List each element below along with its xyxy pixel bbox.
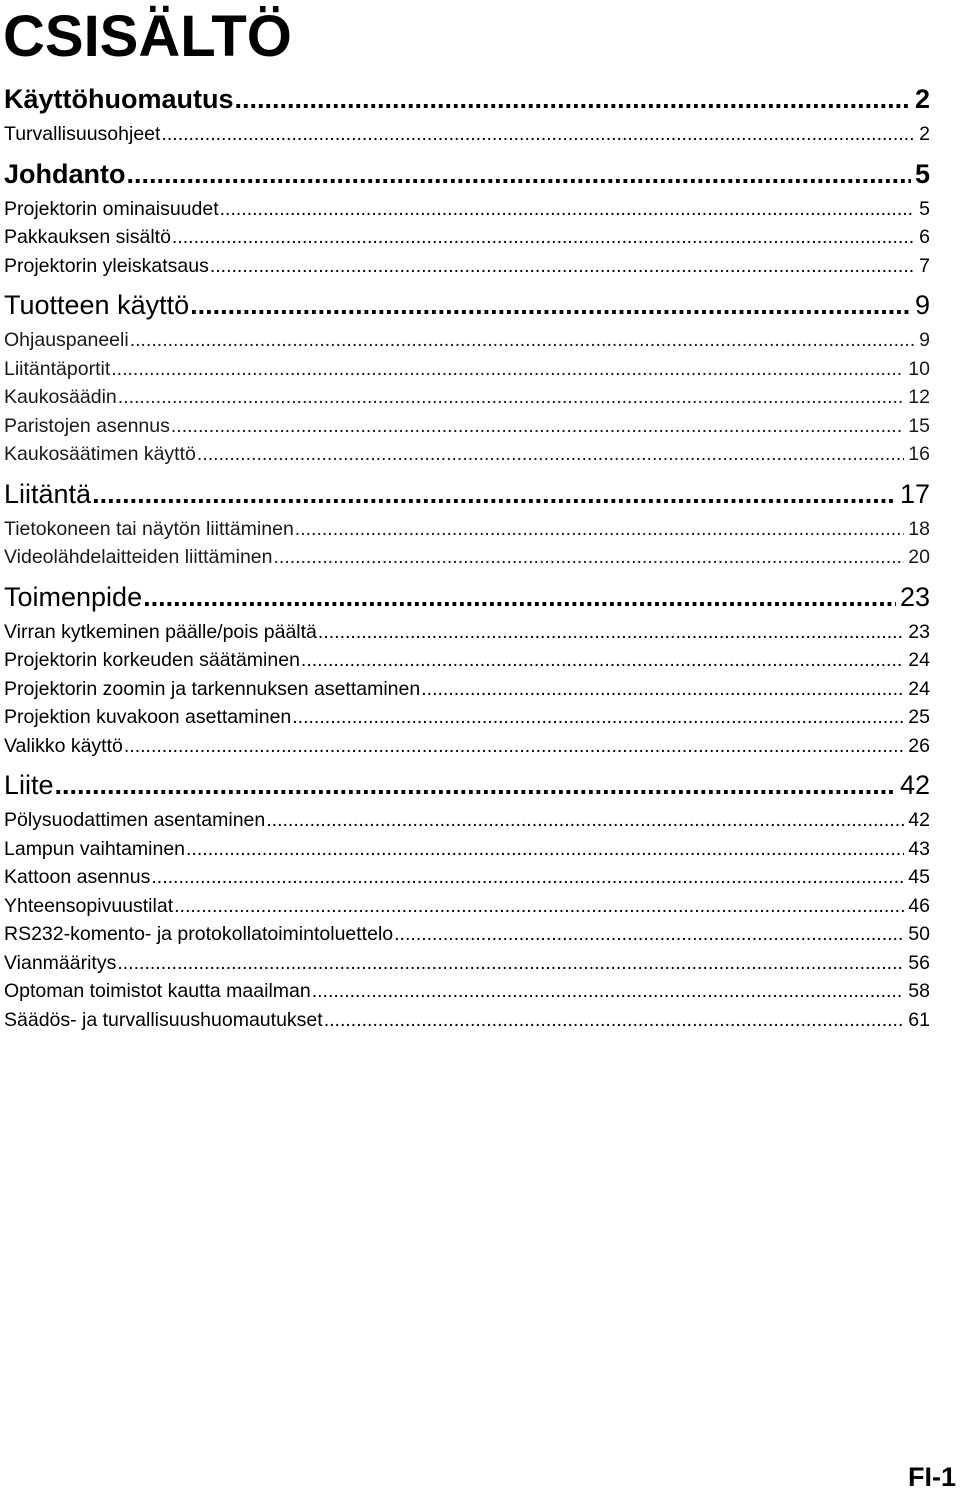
toc-chapter-page: 23 [899, 581, 930, 612]
dot-leader [172, 223, 915, 252]
toc-item-label: Liitäntäportit [4, 357, 111, 380]
toc-item-label: Kattoon asennus [4, 866, 151, 888]
toc-item[interactable] [4, 949, 930, 978]
toc-item[interactable] [4, 1006, 930, 1035]
toc-item-label: RS232-komento- ja protokollatoimintoluettelo [4, 923, 394, 945]
dot-leader [421, 675, 904, 704]
dot-leader [295, 515, 905, 544]
toc-chapter-page: 42 [899, 770, 930, 800]
toc-item-label: Lampun vaihtaminen [4, 837, 186, 860]
toc-item-page: 56 [908, 951, 930, 974]
dot-leader [274, 543, 905, 572]
toc-item-page: 5 [919, 197, 930, 220]
toc-chapter-liitanta[interactable] [4, 473, 930, 515]
toc-item[interactable] [4, 618, 930, 647]
toc-item[interactable] [4, 806, 930, 835]
toc-item-page: 61 [908, 1008, 930, 1031]
toc-chapter-toimenpide[interactable] [4, 576, 930, 618]
toc-item-label: Pakkauksen sisältö [4, 226, 171, 248]
dot-leader [266, 806, 904, 835]
dot-leader [292, 703, 904, 732]
toc-item-label: Paristojen asennus [4, 414, 170, 437]
dot-leader [161, 120, 915, 149]
dot-leader [92, 473, 896, 515]
toc-item[interactable] [4, 383, 930, 412]
dot-leader [117, 949, 904, 978]
toc-item[interactable] [4, 412, 930, 441]
dot-leader [318, 618, 904, 647]
dot-leader [197, 440, 904, 469]
toc-item-label: Virran kytkeminen päälle/pois päältä [4, 620, 317, 643]
toc-item-page: 12 [908, 386, 930, 408]
dot-leader [220, 195, 916, 224]
toc-item[interactable] [4, 355, 930, 384]
dot-leader [118, 383, 905, 412]
toc-item[interactable] [4, 515, 930, 544]
toc-item[interactable] [4, 863, 930, 892]
toc-chapter-johdanto[interactable] [4, 153, 930, 195]
toc-item[interactable] [4, 223, 930, 252]
dot-leader [171, 412, 904, 441]
toc-item-page: 6 [919, 226, 930, 248]
toc-item-label: Optoman toimistot kautta maailman [4, 980, 311, 1002]
dot-leader [312, 977, 905, 1006]
toc-item[interactable] [4, 892, 930, 921]
toc-item-page: 25 [908, 706, 930, 728]
toc-chapter-tuotteen-kaytto[interactable] [4, 284, 930, 326]
dot-leader [124, 732, 904, 761]
toc-item-label: Tietokoneen tai näytön liittäminen [4, 517, 294, 540]
toc-item-page: 24 [908, 649, 930, 671]
toc-chapter-label: Liite [4, 770, 54, 800]
toc-item-label: Projektorin zoomin ja tarkennuksen asettaminen [4, 677, 421, 700]
dot-leader [301, 646, 904, 675]
toc-item[interactable] [4, 646, 930, 675]
toc-chapter-liite[interactable] [4, 764, 930, 806]
toc-item-label: Ohjauspaneeli [4, 329, 129, 351]
toc-chapter-page: 17 [899, 478, 930, 509]
toc-item-label: Projektorin yleiskatsaus [4, 254, 209, 277]
toc-item-label: Kaukosäätimen käyttö [4, 443, 196, 465]
dot-leader [130, 326, 915, 355]
toc-item[interactable] [4, 835, 930, 864]
dot-leader [151, 863, 904, 892]
toc-item[interactable] [4, 195, 930, 224]
toc-item-label: Vianmääritys [4, 951, 117, 974]
toc-item-page: 43 [908, 837, 930, 860]
toc-item-label: Turvallisuusohjeet [4, 123, 161, 145]
toc-chapter-label: Tuotteen käyttö [4, 290, 190, 320]
toc-item[interactable] [4, 326, 930, 355]
toc-item-label: Kaukosäädin [4, 386, 117, 408]
toc-item[interactable] [4, 977, 930, 1006]
toc-item-page: 10 [908, 357, 930, 380]
toc-item[interactable] [4, 732, 930, 761]
toc-item-page: 42 [908, 809, 930, 831]
toc-item-page: 58 [908, 980, 930, 1002]
dot-leader [235, 78, 911, 120]
toc-item-page: 24 [908, 677, 930, 700]
toc-item[interactable] [4, 920, 930, 949]
toc-item-page: 9 [919, 329, 930, 351]
toc-chapter-page: 2 [914, 84, 930, 114]
toc-item[interactable] [4, 703, 930, 732]
dot-leader [111, 355, 904, 384]
toc-item-page: 2 [919, 123, 930, 145]
dot-leader [394, 920, 904, 949]
dot-leader [186, 835, 904, 864]
page-number-footer: FI-1 [907, 1462, 956, 1492]
toc-item-label: Yhteensopivuustilat [4, 894, 174, 917]
table-of-contents [4, 78, 930, 1034]
toc-item-label: Projektorin ominaisuudet [4, 197, 219, 220]
toc-item-page: 46 [908, 894, 930, 917]
dot-leader [143, 576, 896, 618]
toc-item[interactable] [4, 252, 930, 281]
toc-item-label: Videolähdelaitteiden liittäminen [4, 546, 273, 568]
toc-item-label: Projektion kuvakoon asettaminen [4, 706, 292, 728]
toc-item-label: Projektorin korkeuden säätäminen [4, 649, 300, 671]
toc-item-page: 15 [908, 414, 930, 437]
dot-leader [210, 252, 915, 281]
toc-item-page: 26 [908, 734, 930, 757]
toc-chapter-label: Liitäntä [4, 478, 92, 509]
toc-item-page: 45 [908, 866, 930, 888]
toc-item[interactable] [4, 120, 930, 149]
toc-item[interactable] [4, 675, 930, 704]
dot-leader [55, 764, 896, 806]
toc-item-page: 50 [908, 923, 930, 945]
toc-chapter-page: 5 [914, 158, 930, 189]
toc-item-page: 18 [908, 517, 930, 540]
dot-leader [174, 892, 904, 921]
toc-item-label: Pölysuodattimen asentaminen [4, 809, 266, 831]
toc-item-label: Säädös- ja turvallisuushuomautukset [4, 1008, 323, 1031]
toc-item[interactable] [4, 440, 930, 469]
dot-leader [127, 153, 911, 195]
toc-item-label: Valikko käyttö [4, 734, 123, 757]
toc-chapter-label: Toimenpide [4, 581, 143, 612]
toc-item-page: 7 [919, 254, 930, 277]
toc-item-page: 23 [908, 620, 930, 643]
dot-leader [190, 284, 911, 326]
dot-leader [324, 1006, 905, 1035]
toc-chapter-page: 9 [914, 290, 930, 320]
page-title: CSISÄLTÖ [3, 4, 292, 69]
toc-chapter-label: Johdanto [4, 158, 126, 189]
toc-chapter-kayttohuomautus[interactable] [4, 78, 930, 120]
toc-item[interactable] [4, 543, 930, 572]
toc-item-page: 16 [908, 443, 930, 465]
toc-chapter-label: Käyttöhuomautus [4, 84, 234, 114]
toc-item-page: 20 [908, 546, 930, 568]
